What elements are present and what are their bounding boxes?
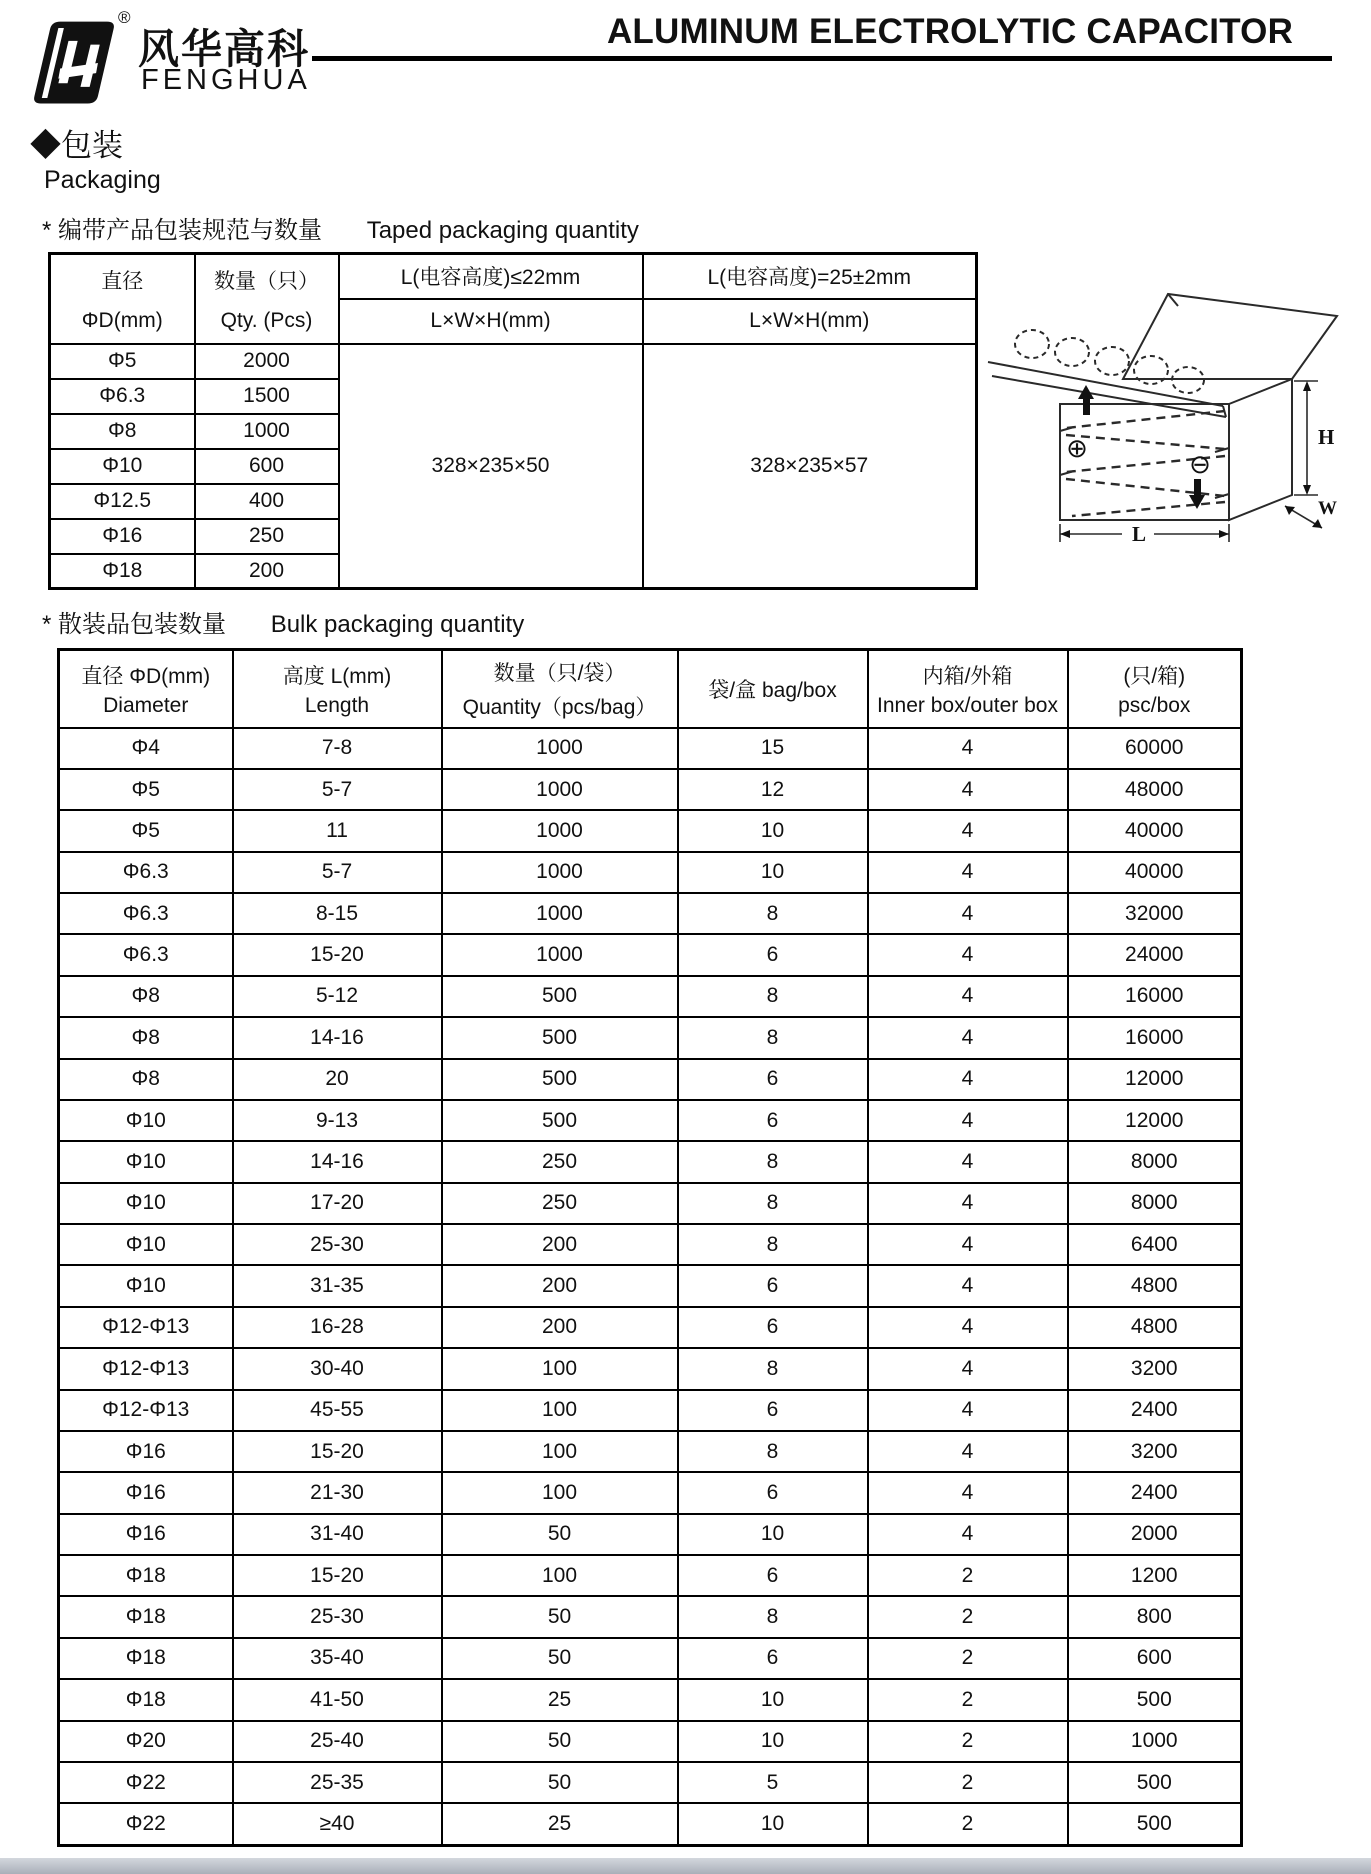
table-cell: Φ18 [59, 1638, 233, 1679]
table-cell: 2000 [1068, 1514, 1242, 1555]
table-cell: Φ8 [50, 414, 195, 449]
table-cell: 1000 [442, 934, 678, 975]
table-cell: 4 [868, 934, 1068, 975]
taped-title-english: Taped packaging quantity [366, 217, 639, 244]
bulk-row [59, 1638, 1242, 1679]
bulk-row [59, 1265, 1242, 1306]
bulk-row [59, 1555, 1242, 1596]
table-cell: 16000 [1068, 976, 1242, 1017]
table-cell: 5 [678, 1762, 868, 1803]
table-cell: 4 [868, 769, 1068, 810]
bulk-row [59, 1431, 1242, 1472]
bulk-header-row [59, 650, 1242, 728]
table-cell: 25-30 [233, 1596, 442, 1637]
table-cell: Φ20 [59, 1721, 233, 1762]
table-cell: Φ8 [59, 1017, 233, 1058]
taped-table-body [50, 344, 977, 589]
fenghua-logo-icon [28, 14, 120, 112]
table-cell: 8 [678, 976, 868, 1017]
table-cell: 1000 [442, 728, 678, 769]
taped-header-row-1 [50, 254, 977, 299]
page-bottom-edge [0, 1858, 1371, 1874]
dimension-label-l: L [1132, 522, 1147, 546]
table-cell: 200 [195, 554, 339, 589]
table-cell: 4 [868, 1059, 1068, 1100]
table-cell: 8 [678, 1596, 868, 1637]
table-cell: 2 [868, 1762, 1068, 1803]
table-cell: 31-40 [233, 1514, 442, 1555]
table-cell: 4800 [1068, 1265, 1242, 1306]
table-cell: Φ16 [50, 519, 195, 554]
table-cell: Φ18 [59, 1555, 233, 1596]
table-cell: 2 [868, 1555, 1068, 1596]
box-lid [1123, 294, 1337, 379]
table-cell: 12 [678, 769, 868, 810]
taped-header-lwh-2: L×W×H(mm) [643, 299, 977, 344]
table-cell: 4 [868, 1141, 1068, 1182]
box-side-face [1229, 379, 1292, 520]
table-cell: Φ4 [59, 728, 233, 769]
polarity-plus-icon: ⊕ [1066, 433, 1088, 463]
table-cell: 6 [678, 1555, 868, 1596]
bulk-row [59, 1224, 1242, 1265]
table-cell: 500 [1068, 1762, 1242, 1803]
table-cell: 5-7 [233, 769, 442, 810]
table-cell: 4 [868, 1431, 1068, 1472]
brand-name-chinese: 风华高科 [138, 26, 310, 72]
table-cell: Φ16 [59, 1431, 233, 1472]
table-cell: 8000 [1068, 1141, 1242, 1182]
table-cell: 50 [442, 1762, 678, 1803]
table-cell: 8 [678, 1431, 868, 1472]
table-cell: 20 [233, 1059, 442, 1100]
table-cell: 4 [868, 1224, 1068, 1265]
table-cell: 6 [678, 1307, 868, 1348]
table-cell: 45-55 [233, 1390, 442, 1431]
table-cell: 6 [678, 1390, 868, 1431]
table-cell: 10 [678, 1514, 868, 1555]
table-cell: 2 [868, 1679, 1068, 1720]
table-cell: 8 [678, 1017, 868, 1058]
table-cell: Φ5 [59, 810, 233, 851]
table-cell: 200 [442, 1224, 678, 1265]
table-cell: 10 [678, 810, 868, 851]
bulk-table-title [42, 604, 524, 639]
table-cell: 31-35 [233, 1265, 442, 1306]
table-cell: 10 [678, 852, 868, 893]
table-cell: 500 [442, 1059, 678, 1100]
table-cell: 4 [868, 852, 1068, 893]
table-cell: 25-35 [233, 1762, 442, 1803]
taped-header-l22: L(电容高度)≤22mm [339, 254, 643, 299]
bulk-row [59, 1059, 1242, 1100]
table-cell: 1200 [1068, 1555, 1242, 1596]
taped-table-title [42, 210, 639, 245]
table-cell: 8 [678, 1183, 868, 1224]
bulk-row [59, 1390, 1242, 1431]
table-cell: 15 [678, 728, 868, 769]
brand-name-english: FENGHUA [141, 64, 311, 96]
bulk-row [59, 893, 1242, 934]
table-cell: 100 [442, 1431, 678, 1472]
table-cell: 14-16 [233, 1017, 442, 1058]
table-cell: 60000 [1068, 728, 1242, 769]
table-cell: 1500 [195, 379, 339, 414]
capacitor-outline [1095, 347, 1129, 375]
table-cell: Φ5 [50, 344, 195, 379]
table-cell: 30-40 [233, 1348, 442, 1389]
table-cell: 4 [868, 1265, 1068, 1306]
table-cell: 40000 [1068, 852, 1242, 893]
table-cell: 16000 [1068, 1017, 1242, 1058]
table-cell: 6 [678, 1059, 868, 1100]
table-cell: 500 [442, 1100, 678, 1141]
table-cell: 8 [678, 1348, 868, 1389]
table-cell: 4 [868, 1183, 1068, 1224]
table-cell: Φ8 [59, 1059, 233, 1100]
bulk-header-length: 高度 L(mm) Length [233, 650, 442, 728]
table-cell: 2 [868, 1596, 1068, 1637]
bulk-row [59, 1348, 1242, 1389]
bulk-header-pcs-box: (只/箱) psc/box [1068, 650, 1242, 728]
table-cell: Φ8 [59, 976, 233, 1017]
table-cell: 24000 [1068, 934, 1242, 975]
header-rule [312, 56, 1332, 61]
dimension-label-h: H [1318, 425, 1335, 449]
table-cell: 600 [195, 449, 339, 484]
bulk-row [59, 1183, 1242, 1224]
capacitor-outline [1015, 330, 1049, 358]
table-cell: 40000 [1068, 810, 1242, 851]
table-merged-cell: 328×235×50 [339, 344, 643, 589]
table-cell: Φ16 [59, 1472, 233, 1513]
table-cell: Φ10 [50, 449, 195, 484]
bulk-row [59, 810, 1242, 851]
table-cell: 6 [678, 934, 868, 975]
table-cell: Φ6.3 [59, 852, 233, 893]
table-cell: 6400 [1068, 1224, 1242, 1265]
table-cell: Φ10 [59, 1100, 233, 1141]
taped-packaging-table [48, 252, 978, 590]
table-cell: 50 [442, 1721, 678, 1762]
table-cell: 100 [442, 1390, 678, 1431]
table-cell: Φ10 [59, 1183, 233, 1224]
bulk-row [59, 976, 1242, 1017]
table-cell: 10 [678, 1679, 868, 1720]
table-cell: 100 [442, 1555, 678, 1596]
table-cell: 6 [678, 1638, 868, 1679]
table-cell: Φ10 [59, 1265, 233, 1306]
table-cell: 1000 [1068, 1721, 1242, 1762]
table-cell: Φ6.3 [59, 893, 233, 934]
table-cell: Φ22 [59, 1803, 233, 1845]
taped-header-lwh-1: L×W×H(mm) [339, 299, 643, 344]
table-cell: 100 [442, 1472, 678, 1513]
bulk-header-diameter: 直径 ΦD(mm) Diameter [59, 650, 233, 728]
table-cell: 6 [678, 1265, 868, 1306]
table-cell: Φ18 [50, 554, 195, 589]
table-cell: 500 [442, 1017, 678, 1058]
table-cell: 15-20 [233, 1555, 442, 1596]
table-cell: Φ10 [59, 1141, 233, 1182]
table-cell: Φ18 [59, 1596, 233, 1637]
table-cell: 400 [195, 484, 339, 519]
bulk-title-marker: * [42, 611, 52, 638]
table-cell: 17-20 [233, 1183, 442, 1224]
table-cell: 4 [868, 1100, 1068, 1141]
section-heading-english: Packaging [44, 166, 161, 194]
taped-header-qty: 数量（只） Qty. (Pcs) [195, 254, 339, 344]
table-cell: 3200 [1068, 1348, 1242, 1389]
table-cell: 6 [678, 1472, 868, 1513]
table-cell: 12000 [1068, 1059, 1242, 1100]
bulk-title-english: Bulk packaging quantity [270, 611, 525, 638]
table-cell: 50 [442, 1596, 678, 1637]
table-cell: 2000 [195, 344, 339, 379]
polarity-minus-icon: ⊖ [1189, 449, 1211, 479]
table-cell: 250 [195, 519, 339, 554]
bulk-packaging-table [57, 648, 1243, 1847]
table-cell: Φ16 [59, 1514, 233, 1555]
bulk-header-inner-outer-box: 内箱/外箱 Inner box/outer box [868, 650, 1068, 728]
taped-title-chinese: 编带产品包装规范与数量 [58, 217, 323, 244]
table-cell: 41-50 [233, 1679, 442, 1720]
table-cell: 1000 [442, 852, 678, 893]
table-cell: 200 [442, 1307, 678, 1348]
table-cell: 4 [868, 810, 1068, 851]
table-cell: 25-30 [233, 1224, 442, 1265]
table-cell: 48000 [1068, 769, 1242, 810]
table-cell: 9-13 [233, 1100, 442, 1141]
table-cell: 10 [678, 1803, 868, 1845]
bulk-row [59, 1307, 1242, 1348]
bulk-header-quantity: 数量（只/袋） Quantity（pcs/bag） [442, 650, 678, 728]
table-cell: 4 [868, 1514, 1068, 1555]
table-cell: 4 [868, 1307, 1068, 1348]
table-cell: 800 [1068, 1596, 1242, 1637]
table-cell: 4 [868, 1348, 1068, 1389]
table-cell: 500 [442, 976, 678, 1017]
table-cell: 12000 [1068, 1100, 1242, 1141]
bulk-row [59, 1721, 1242, 1762]
table-cell: 500 [1068, 1679, 1242, 1720]
table-cell: 2 [868, 1638, 1068, 1679]
bulk-row [59, 934, 1242, 975]
table-cell: 4 [868, 1017, 1068, 1058]
table-cell: 600 [1068, 1638, 1242, 1679]
table-cell: 1000 [442, 769, 678, 810]
bulk-row [59, 1679, 1242, 1720]
table-cell: 8000 [1068, 1183, 1242, 1224]
taped-header-diameter: 直径 ΦD(mm) [50, 254, 195, 344]
bulk-row [59, 1141, 1242, 1182]
table-cell: 1000 [442, 810, 678, 851]
table-cell: Φ22 [59, 1762, 233, 1803]
bulk-table-body [59, 728, 1242, 1846]
taped-row [50, 344, 977, 379]
table-cell: 21-30 [233, 1472, 442, 1513]
dimension-label-w: W [1318, 498, 1337, 519]
bulk-row [59, 769, 1242, 810]
bulk-title-chinese: 散装品包装数量 [58, 611, 227, 638]
table-cell: 8 [678, 1141, 868, 1182]
table-cell: ≥40 [233, 1803, 442, 1845]
table-cell: 3200 [1068, 1431, 1242, 1472]
table-cell: 8 [678, 1224, 868, 1265]
bulk-row [59, 1472, 1242, 1513]
table-cell: 4 [868, 1390, 1068, 1431]
page-title: ALUMINUM ELECTROLYTIC CAPACITOR [606, 12, 1294, 51]
table-merged-cell: 328×235×57 [643, 344, 977, 589]
table-cell: 4 [868, 893, 1068, 934]
table-cell: 2400 [1068, 1472, 1242, 1513]
table-cell: Φ12.5 [50, 484, 195, 519]
table-cell: 32000 [1068, 893, 1242, 934]
table-cell: 200 [442, 1265, 678, 1306]
table-cell: Φ18 [59, 1679, 233, 1720]
bulk-row [59, 1596, 1242, 1637]
bulk-row [59, 1017, 1242, 1058]
table-cell: Φ12-Φ13 [59, 1307, 233, 1348]
table-cell: 5-7 [233, 852, 442, 893]
table-cell: 2400 [1068, 1390, 1242, 1431]
section-heading-chinese: ◆包装 [30, 128, 123, 163]
table-cell: 14-16 [233, 1141, 442, 1182]
bulk-row [59, 728, 1242, 769]
table-cell: 35-40 [233, 1638, 442, 1679]
table-cell: 50 [442, 1514, 678, 1555]
table-cell: 4 [868, 1472, 1068, 1513]
table-cell: 7-8 [233, 728, 442, 769]
table-cell: 250 [442, 1141, 678, 1182]
table-cell: 4 [868, 976, 1068, 1017]
table-cell: Φ5 [59, 769, 233, 810]
table-cell: 8-15 [233, 893, 442, 934]
table-cell: 15-20 [233, 934, 442, 975]
table-cell: 250 [442, 1183, 678, 1224]
table-cell: 2 [868, 1721, 1068, 1762]
bulk-row [59, 1100, 1242, 1141]
bulk-row [59, 1803, 1242, 1845]
table-cell: 2 [868, 1803, 1068, 1845]
table-cell: 25 [442, 1679, 678, 1720]
table-cell: 100 [442, 1348, 678, 1389]
table-cell: 1000 [442, 893, 678, 934]
bulk-row [59, 1762, 1242, 1803]
table-cell: Φ10 [59, 1224, 233, 1265]
table-cell: 25 [442, 1803, 678, 1845]
capacitor-outline [1055, 338, 1089, 366]
table-cell: 5-12 [233, 976, 442, 1017]
table-cell: 1000 [195, 414, 339, 449]
table-cell: 16-28 [233, 1307, 442, 1348]
table-cell: 50 [442, 1638, 678, 1679]
taped-header-l25: L(电容高度)=25±2mm [643, 254, 977, 299]
table-cell: 25-40 [233, 1721, 442, 1762]
taped-title-marker: * [42, 217, 52, 244]
bulk-header-bag-box: 袋/盒 bag/box [678, 650, 868, 728]
table-cell: 500 [1068, 1803, 1242, 1845]
bulk-row [59, 852, 1242, 893]
table-cell: Φ6.3 [50, 379, 195, 414]
registered-trademark-icon: ® [118, 8, 131, 27]
table-cell: Φ12-Φ13 [59, 1348, 233, 1389]
table-cell: 4 [868, 728, 1068, 769]
table-cell: 4800 [1068, 1307, 1242, 1348]
packaging-box-diagram [982, 276, 1354, 552]
table-cell: 6 [678, 1100, 868, 1141]
table-cell: 15-20 [233, 1431, 442, 1472]
table-cell: Φ12-Φ13 [59, 1390, 233, 1431]
bulk-row [59, 1514, 1242, 1555]
table-cell: 11 [233, 810, 442, 851]
table-cell: 8 [678, 893, 868, 934]
table-cell: 10 [678, 1721, 868, 1762]
table-cell: Φ6.3 [59, 934, 233, 975]
